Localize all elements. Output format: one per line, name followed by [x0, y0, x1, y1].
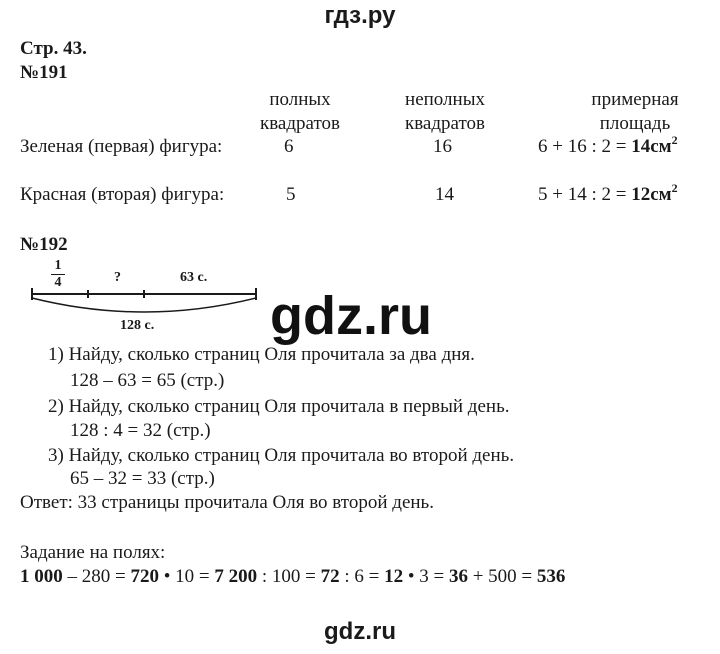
expr-part-9: 12	[384, 566, 404, 587]
row-green-full: 6	[284, 136, 294, 157]
header-area-line1: примерная	[591, 89, 679, 110]
row-red-area	[538, 181, 678, 206]
margin-task-expression	[20, 566, 565, 588]
site-footer: gdz.ru	[324, 618, 396, 645]
row-red-result: 12см	[631, 184, 672, 205]
expr-part-6: : 100 =	[257, 566, 321, 587]
expr-part-5: 7 200	[214, 566, 258, 587]
expr-part-7: 72	[320, 566, 340, 587]
step-3-title: 3) Найду, сколько страниц Оля прочитала во второй день.	[48, 445, 515, 466]
header-area-line2: площадь	[599, 113, 671, 134]
step-3-calc: 65 – 32 = 33 (стр.)	[70, 468, 215, 489]
row-red-partial: 14	[435, 184, 454, 205]
margin-task-title: Задание на полях:	[20, 542, 166, 563]
step-2-calc: 128 : 4 = 32 (стр.)	[70, 420, 211, 441]
row-green-area	[538, 133, 678, 158]
row-red-label: Красная (вторая) фигура:	[20, 184, 225, 205]
expr-part-13: 536	[536, 566, 566, 587]
header-full-squares	[240, 88, 360, 136]
segment-diagram	[26, 286, 262, 320]
total-segment-label: 128 с.	[120, 318, 155, 333]
site-title: гдз.ру	[324, 2, 396, 29]
row-red-expr: 5 + 14 : 2 =	[538, 184, 632, 205]
step-1-calc: 128 – 63 = 65 (стр.)	[70, 370, 225, 391]
expr-part-8: : 6 =	[339, 566, 385, 587]
header-full-line2: квадратов	[259, 113, 341, 134]
fraction-denominator: 4	[54, 275, 62, 290]
watermark: gdz.ru	[270, 286, 432, 346]
answer-line: Ответ: 33 страницы прочитала Оля во второй день.	[20, 492, 434, 513]
header-approx-area	[570, 88, 700, 136]
row-red-power: 2	[671, 181, 678, 195]
task-191-number: №191	[20, 62, 68, 83]
header-partial-squares	[380, 88, 510, 136]
expr-part-11: 36	[448, 566, 468, 587]
expr-part-2: – 280 =	[62, 566, 131, 587]
task-192-number: №192	[20, 234, 68, 255]
step-2-title: 2) Найду, сколько страниц Оля прочитала в первый день.	[48, 396, 510, 417]
row-green-result: 14см	[631, 136, 672, 157]
header-partial-line1: неполных	[405, 89, 485, 110]
expr-part-10: • 3 =	[403, 566, 449, 587]
unknown-segment-label: ?	[114, 270, 121, 285]
page-reference: Стр. 43.	[20, 38, 87, 59]
row-green-label: Зеленая (первая) фигура:	[20, 136, 223, 157]
expr-part-4: • 10 =	[158, 566, 215, 587]
known-segment-label: 63 с.	[180, 270, 208, 285]
step-1-title: 1) Найду, сколько страниц Оля прочитала за два дня.	[48, 344, 475, 365]
expr-part-1: 1 000	[20, 566, 63, 587]
row-red-full: 5	[286, 184, 296, 205]
fraction-numerator: 1	[51, 258, 65, 275]
expr-part-3: 720	[130, 566, 159, 587]
row-green-expr: 6 + 16 : 2 =	[538, 136, 632, 157]
expr-part-12: + 500 =	[467, 566, 537, 587]
header-full-line1: полных	[269, 89, 331, 110]
row-green-power: 2	[671, 133, 678, 147]
total-brace	[32, 298, 256, 312]
row-green-partial: 16	[433, 136, 452, 157]
header-partial-line2: квадратов	[404, 113, 486, 134]
